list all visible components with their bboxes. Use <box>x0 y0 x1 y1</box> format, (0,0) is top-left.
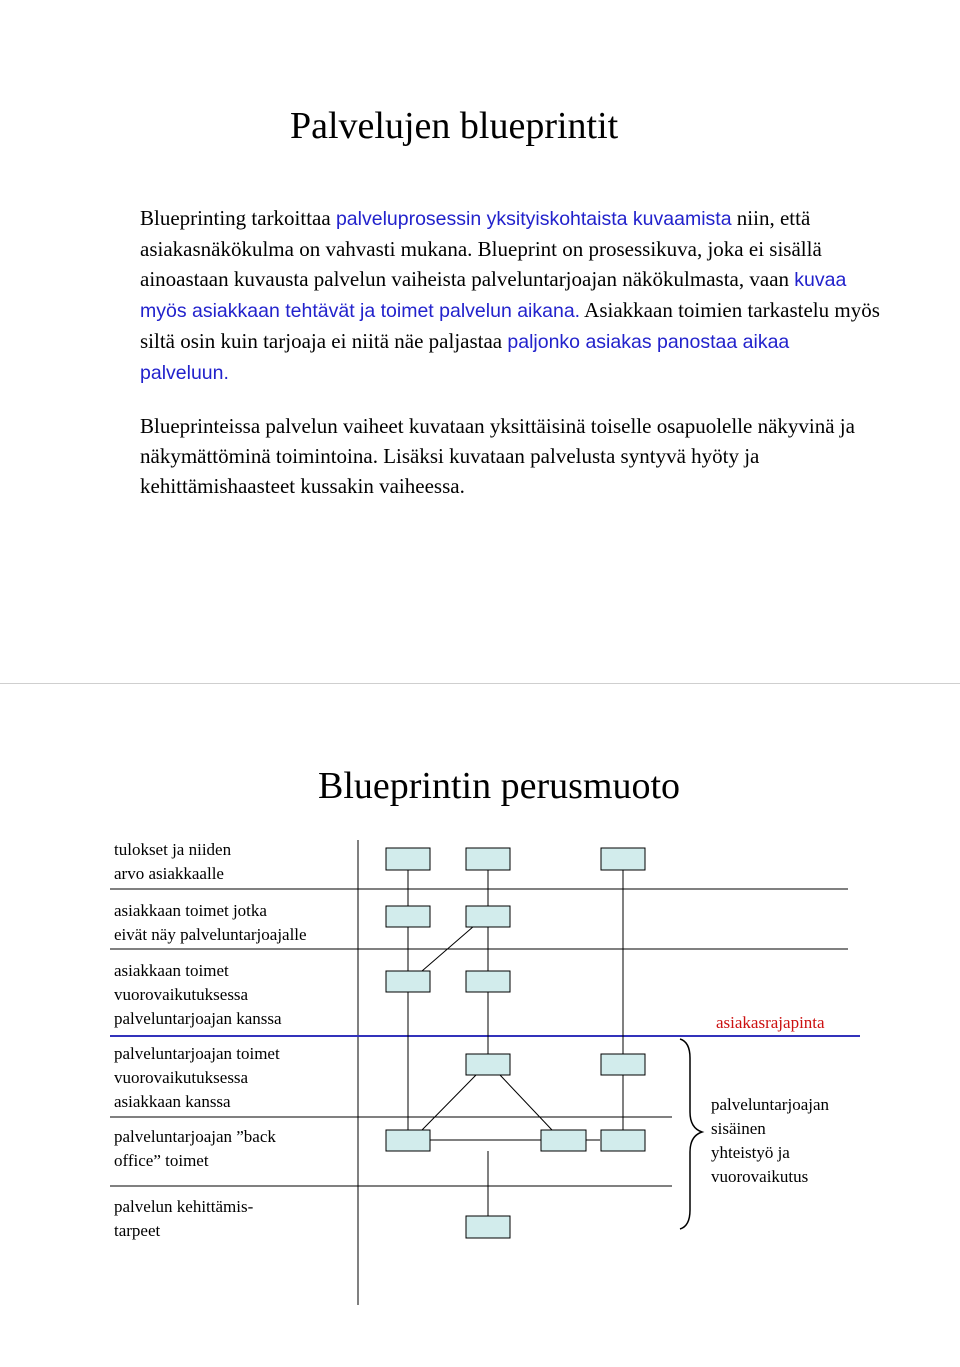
row-label-line: vuorovaikutuksessa <box>114 985 249 1004</box>
slide2-title: Blueprintin perusmuoto <box>318 765 681 807</box>
internal-label-line: yhteistyö ja <box>711 1143 790 1162</box>
row-label-line: vuorovaikutuksessa <box>114 1068 249 1087</box>
process-box <box>601 1130 645 1151</box>
process-box <box>601 1054 645 1075</box>
slide1-title: Palvelujen blueprintit <box>290 105 619 147</box>
row-label-line: arvo asiakkaalle <box>114 864 224 883</box>
row-label-line: palveluntarjoajan kanssa <box>114 1009 282 1028</box>
row-label-line: asiakkaan toimet <box>114 961 229 980</box>
customer-interface-label: asiakasrajapinta <box>716 1013 825 1032</box>
para1-highlight-1: palveluprosessin yksityiskohtaista kuvaamista <box>335 208 732 230</box>
process-box <box>386 906 430 927</box>
row-label-line: palvelun kehittämis- <box>114 1197 254 1216</box>
para1-highlight-2: kuvaa myös asiakkaan tehtävät ja toimet palvelun aikana. <box>140 269 847 322</box>
row-label-line: asiakkaan kanssa <box>114 1092 231 1111</box>
internal-label-line: sisäinen <box>711 1119 766 1138</box>
row-label-line: tarpeet <box>114 1221 161 1240</box>
brace-icon <box>680 1039 702 1229</box>
para1-text-1: Blueprinting tarkoittaa <box>140 206 336 230</box>
process-box <box>386 971 430 992</box>
row-label-line: palveluntarjoajan ”back <box>114 1127 276 1146</box>
row-label-line: palveluntarjoajan toimet <box>114 1044 280 1063</box>
internal-cooperation-label <box>711 1093 829 1189</box>
process-box <box>386 1130 430 1151</box>
process-box <box>601 848 645 870</box>
process-box <box>386 848 430 870</box>
row-label-line: eivät näy palveluntarjoajalle <box>114 925 307 944</box>
connector <box>500 1075 552 1130</box>
process-box <box>466 906 510 927</box>
internal-label-line: palveluntarjoajan <box>711 1095 830 1114</box>
para1-text-3: Asiakkaan toimien tarkastelu myös siltä osin kuin tarjoaja ei niitä näe paljastaa <box>140 298 880 353</box>
process-box <box>466 1054 510 1075</box>
process-box <box>466 848 510 870</box>
process-box <box>466 971 510 992</box>
process-box <box>466 1216 510 1238</box>
slide1-paragraph-2: Blueprinteissa palvelun vaiheet kuvataan yksittäisinä toiselle osapuolelle näkyvinä ja näkymättöminä toimintoina. Lisäksi kuvataan palvelusta syntyvä hyöty ja kehittämishaasteet kussakin vaiheessa. <box>140 414 855 498</box>
row-label-line: office” toimet <box>114 1151 209 1170</box>
internal-label-line: vuorovaikutus <box>711 1167 809 1186</box>
row-label-line: asiakkaan toimet jotka <box>114 901 267 920</box>
para1-highlight-3: paljonko asiakas panostaa aikaa palveluun. <box>140 331 790 384</box>
process-box <box>541 1130 586 1151</box>
para1-text-2: niin, että asiakasnäkökulma on vahvasti mukana. Blueprint on prosessikuva, joka ei sisällä ainoastaan kuvausta palvelun vaiheista palveluntarjoajan näkökulmasta, vaan <box>140 206 822 291</box>
row-label-line: tulokset ja niiden <box>114 840 232 859</box>
connector <box>422 1075 476 1130</box>
